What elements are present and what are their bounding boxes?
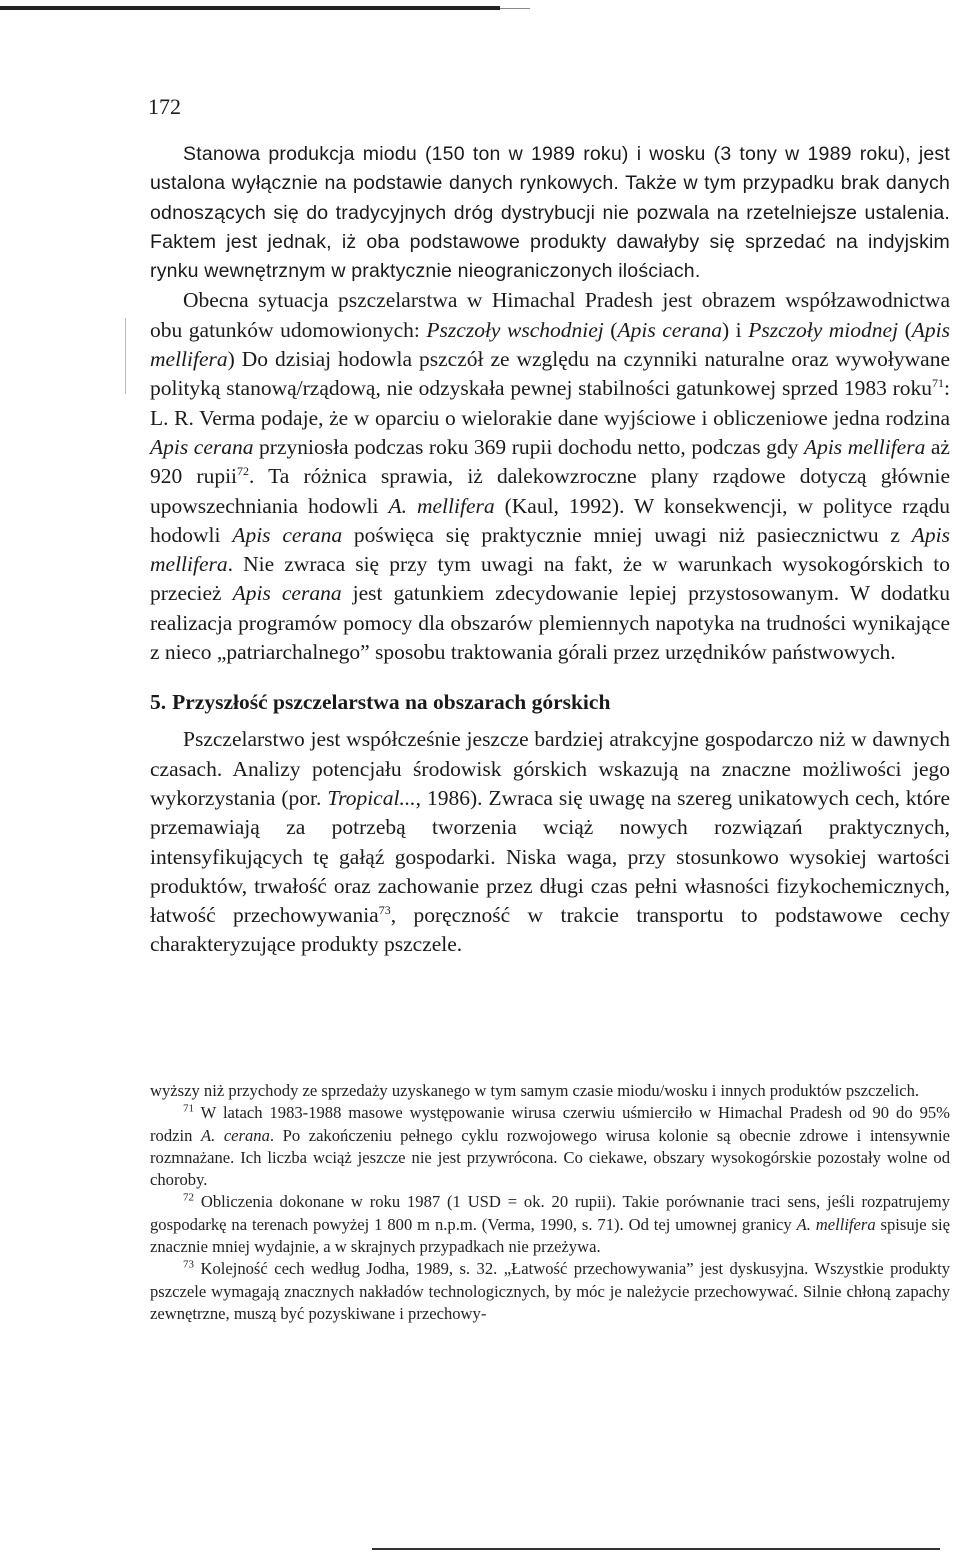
p2-italic-m: Apis mellifera: [803, 434, 926, 459]
footnotes: [150, 1080, 950, 1325]
p2-text-i: ) Do dzisiaj hodowla pszczół ze względu na czynniki naturalne oraz wywoływane polityką stanową/rządową, nie odzyskała pewnej stabilności gatunkowej sprzed 1983 roku: [150, 347, 950, 401]
p3-text-c: , 1986). Zwraca się uwagę na szereg unikatowych cech, które przemawiają za potrzebą tworzenia wciąż nowych rozwiązań praktycznych, intensyfikujących tę gałąź gospodarki. Niska waga, przy stosunkowo wysokiej wartości produktów, trwałość oraz zachowanie przez długi czas pełni własności fizykochemicznych, łatwość przechowywania: [150, 785, 950, 928]
footnote-ref-72[interactable]: 72: [237, 464, 250, 479]
paragraph-1-text: Stanowa produkcja miodu (150 ton w 1989 roku) i wosku (3 tony w 1989 roku), jest ustalona wyłącznie na podstawie danych rynkowych. Także w tym przypadku brak danych odnoszących się do tradycyjnych dróg dystrybucji nie pozwala na rzetelniejsze ustalenia. Faktem jest jednak, iż oba podstawowe produkty dawałyby się sprzedać na indyjskim rynku wewnętrznym w praktycznie nieograniczonych ilościach.: [150, 143, 950, 283]
paragraph-1: [150, 140, 950, 286]
footnote-72-number: 72: [183, 1191, 194, 1204]
fn72-text-c: spisuje się znacznie mniej wydajnie, a w skrajnych przypadkach nie przeżywa.: [150, 1214, 950, 1257]
p2-text-s: poświęca się praktycznie mniej uwagi niż pasiecznictwu z: [342, 522, 912, 547]
p2-italic-v: Apis cerana: [232, 581, 342, 606]
p2-text-l: przyniosła podczas roku 369 rupii dochodu netto, podczas gdy: [253, 434, 804, 459]
p2-italic-p: A. mellifera: [388, 493, 495, 518]
footnote-continuation: [150, 1080, 950, 1102]
fn71-text-a: W latach 1983-1988 masowe występowanie wirusa czerwiu uśmierciło w Himachal Pradesh od 90 do 95% rodzin: [150, 1103, 950, 1145]
bottom-rule: [372, 1548, 940, 1550]
margin-mark: [125, 318, 126, 394]
p2-italic-f: Pszczoły miodnej: [748, 317, 899, 342]
section-heading: [150, 687, 950, 717]
paragraph-2: [150, 286, 950, 667]
p2-italic-k: Apis cerana: [150, 434, 254, 459]
p2-text-o: . Ta różnica sprawia, iż dalekowzroczne plany rządowe dotyczą głównie upowszechniania hodowli: [150, 464, 951, 518]
footnote-71: [150, 1102, 950, 1191]
p2-text-g: (: [898, 317, 912, 342]
p2-text-c: (: [603, 317, 618, 342]
main-text: [150, 140, 950, 960]
fn71-text-c: . Po zakończeniu pełnego cyklu rozwojowego wirusa kolonie są obecnie zdrowe i intensywnie rozmnażane. Ich liczba wciąż jeszcze nie jest przywrócona. Co ciekawe, obszary wysokogórskie pozostały wolne od choroby.: [150, 1125, 951, 1190]
fn72-italic-b: A. mellifera: [796, 1214, 876, 1234]
p2-text-q: (Kaul, 1992). W konsekwencji, w polityce rządu hodowli: [150, 493, 951, 547]
fn72-text-a: Obliczenia dokonane w roku 1987 (1 USD = ok. 20 rupii). Takie porównanie traci sens, jeśli rozpatrujemy gospodarkę na terenach powyżej 1 800 m n.p.m. (Verma, 1990, s. 71). Od tej umownej granicy: [150, 1192, 950, 1234]
footnote-73: [150, 1258, 950, 1325]
footnote-71-number: 71: [183, 1102, 194, 1115]
p2-italic-b: Pszczoły wschodniej: [426, 317, 604, 342]
p2-italic-t: Apis mellifera: [150, 522, 951, 577]
p2-text-a: Obecna sytuacja pszczelarstwa w Himachal Pradesh jest obrazem współzawodnictwa obu gatunków udomowionych:: [150, 288, 950, 342]
p2-italic-r: Apis cerana: [232, 522, 343, 547]
top-rule: [0, 6, 500, 10]
p3-italic-b: Tropical...: [327, 785, 416, 810]
p2-italic-h: Apis mellifera: [150, 317, 950, 372]
footnote-72: [150, 1191, 950, 1258]
page-number: 172: [148, 94, 181, 119]
p3-text-d: , poręczność w trakcie transportu to podstawowe cechy charakteryzujące produkty pszczele.: [150, 903, 951, 957]
fn73-text-a: Kolejność cech według Jodha, 1989, s. 32. „Łatwość przechowywania” jest dyskusyjna. Wszystkie produkty pszczele wymagają znacznych nakładów technologicznych, by móc je należycie przechowywać. Silnie chłoną zapachy zewnętrzne, muszą być pozyskiwane i przechowy-: [150, 1259, 950, 1323]
footnote-ref-73[interactable]: 73: [378, 902, 391, 917]
section-title: Przyszłość pszczelarstwa na obszarach górskich: [172, 690, 611, 715]
footnote-ref-71[interactable]: 71: [932, 376, 945, 391]
footnote-continuation-text: wyższy niż przychody ze sprzedaży uzyskanego w tym samym czasie miodu/wosku i innych produktów pszczelich.: [150, 1081, 920, 1100]
p2-italic-d: Apis cerana: [617, 317, 722, 342]
footnote-73-number: 73: [183, 1258, 194, 1271]
top-rule-thin: [500, 8, 530, 9]
p3-text-a: Pszczelarstwo jest współcześnie jeszcze bardziej atrakcyjne gospodarczo niż w dawnych czasach. Analizy potencjału środowisk górskich wskazują na znaczne możliwości jego wykorzystania (por.: [150, 727, 950, 810]
p2-text-u: . Nie zwraca się przy tym uwagi na fakt, że w warunkach wysokogórskich to przecież: [150, 552, 950, 606]
p2-text-e: ) i: [721, 317, 749, 342]
p2-text-n: aż 920 rupii: [150, 434, 950, 489]
section-number: 5.: [150, 690, 167, 715]
p2-text-w: jest gatunkiem zdecydowanie lepiej przystosowanym. W dodatku realizacja programów pomocy dla obszarów plemiennych napotyka na trudności wynikające z nieco „patriarchalnego” sposobu traktowania górali przez urzędników państwowych.: [150, 581, 950, 665]
paragraph-3: [150, 725, 950, 959]
p2-text-j: : L. R. Verma podaje, że w oparciu o wielorakie dane wyjściowe i obliczeniowe jedna rodzina: [150, 376, 950, 430]
fn71-italic-b: A. cerana: [200, 1125, 270, 1145]
